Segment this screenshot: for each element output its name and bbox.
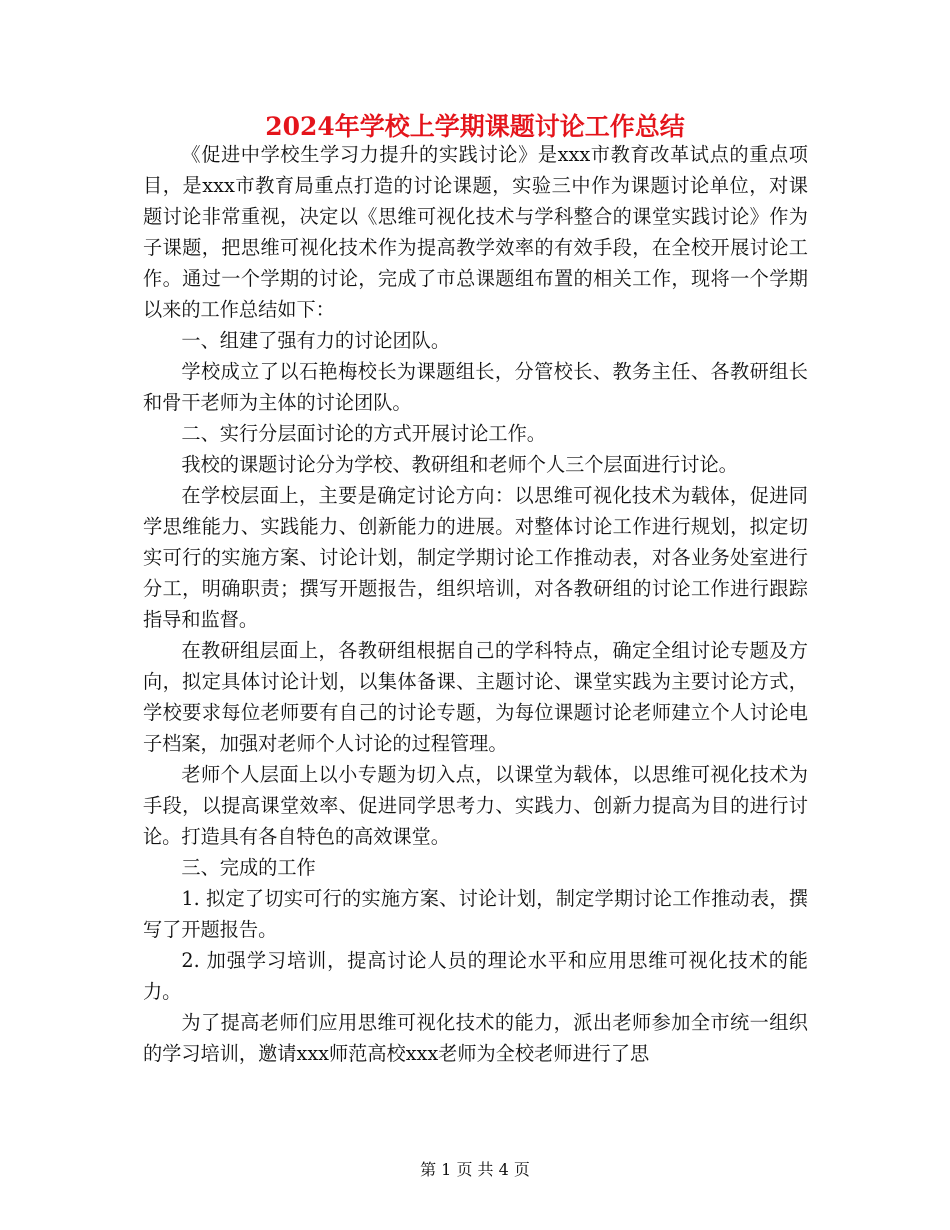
- paragraph: 我校的课题讨论分为学校、教研组和老师个人三个层面进行讨论。: [181, 453, 738, 476]
- paragraph: 《促进中学校生学习力提升的实践讨论》是xxx市教育改革试点的重点项目，是xxx市教育局重点打造的讨论课题，实验三中作为课题讨论单位，对课题讨论非常重视，决定以《思维可视化技术与学科整合的课堂实践讨论》作为子课题，把思维可视化技术作为提高教学效率的有效手段，在全校开展讨论工作。通过一个学期的讨论，完成了市总课题组布置的相关工作，现将一个学期以来的工作总结如下：: [143, 143, 808, 321]
- paragraph: 老师个人层面上以小专题为切入点，以课堂为载体，以思维可视化技术为手段，以提高课堂效率、促进同学思考力、实践力、创新力提高为目的进行讨论。打造具有各自特色的高效课堂。: [143, 763, 808, 848]
- list-item: 1. 拟定了切实可行的实施方案、讨论计划，制定学期讨论工作推动表，撰写了开题报告。: [143, 887, 808, 941]
- list-item: 2. 加强学习培训，提高讨论人员的理论水平和应用思维可视化技术的能力。: [143, 949, 808, 1003]
- document-title: 2024年学校上学期课题讨论工作总结: [265, 112, 685, 141]
- document-body: [143, 139, 808, 1069]
- paragraph: 为了提高老师们应用思维可视化技术的能力，派出老师参加全市统一组织的学习培训，邀请xxx师范高校xxx老师为全校老师进行了思: [143, 1011, 808, 1065]
- section-heading: 二、实行分层面讨论的方式开展讨论工作。: [181, 422, 546, 445]
- section-heading: 一、组建了强有力的讨论团队。: [181, 329, 451, 352]
- page-footer: 第 1 页 共 4 页: [420, 1160, 530, 1179]
- paragraph: 在教研组层面上，各教研组根据自己的学科特点，确定全组讨论专题及方向，拟定具体讨论计划，以集体备课、主题讨论、课堂实践为主要讨论方式，学校要求每位老师要有自己的讨论专题，为每位课题讨论老师建立个人讨论电子档案，加强对老师个人讨论的过程管理。: [143, 639, 808, 755]
- section-heading: 三、完成的工作: [181, 856, 316, 879]
- paragraph: 学校成立了以石艳梅校长为课题组长，分管校长、教务主任、各教研组长和骨干老师为主体的讨论团队。: [143, 360, 808, 414]
- paragraph: 在学校层面上，主要是确定讨论方向：以思维可视化技术为载体，促进同学思维能力、实践能力、创新能力的进展。对整体讨论工作进行规划，拟定切实可行的实施方案、讨论计划，制定学期讨论工作推动表，对各业务处室进行分工，明确职责；撰写开题报告，组织培训，对各教研组的讨论工作进行跟踪指导和监督。: [143, 484, 808, 631]
